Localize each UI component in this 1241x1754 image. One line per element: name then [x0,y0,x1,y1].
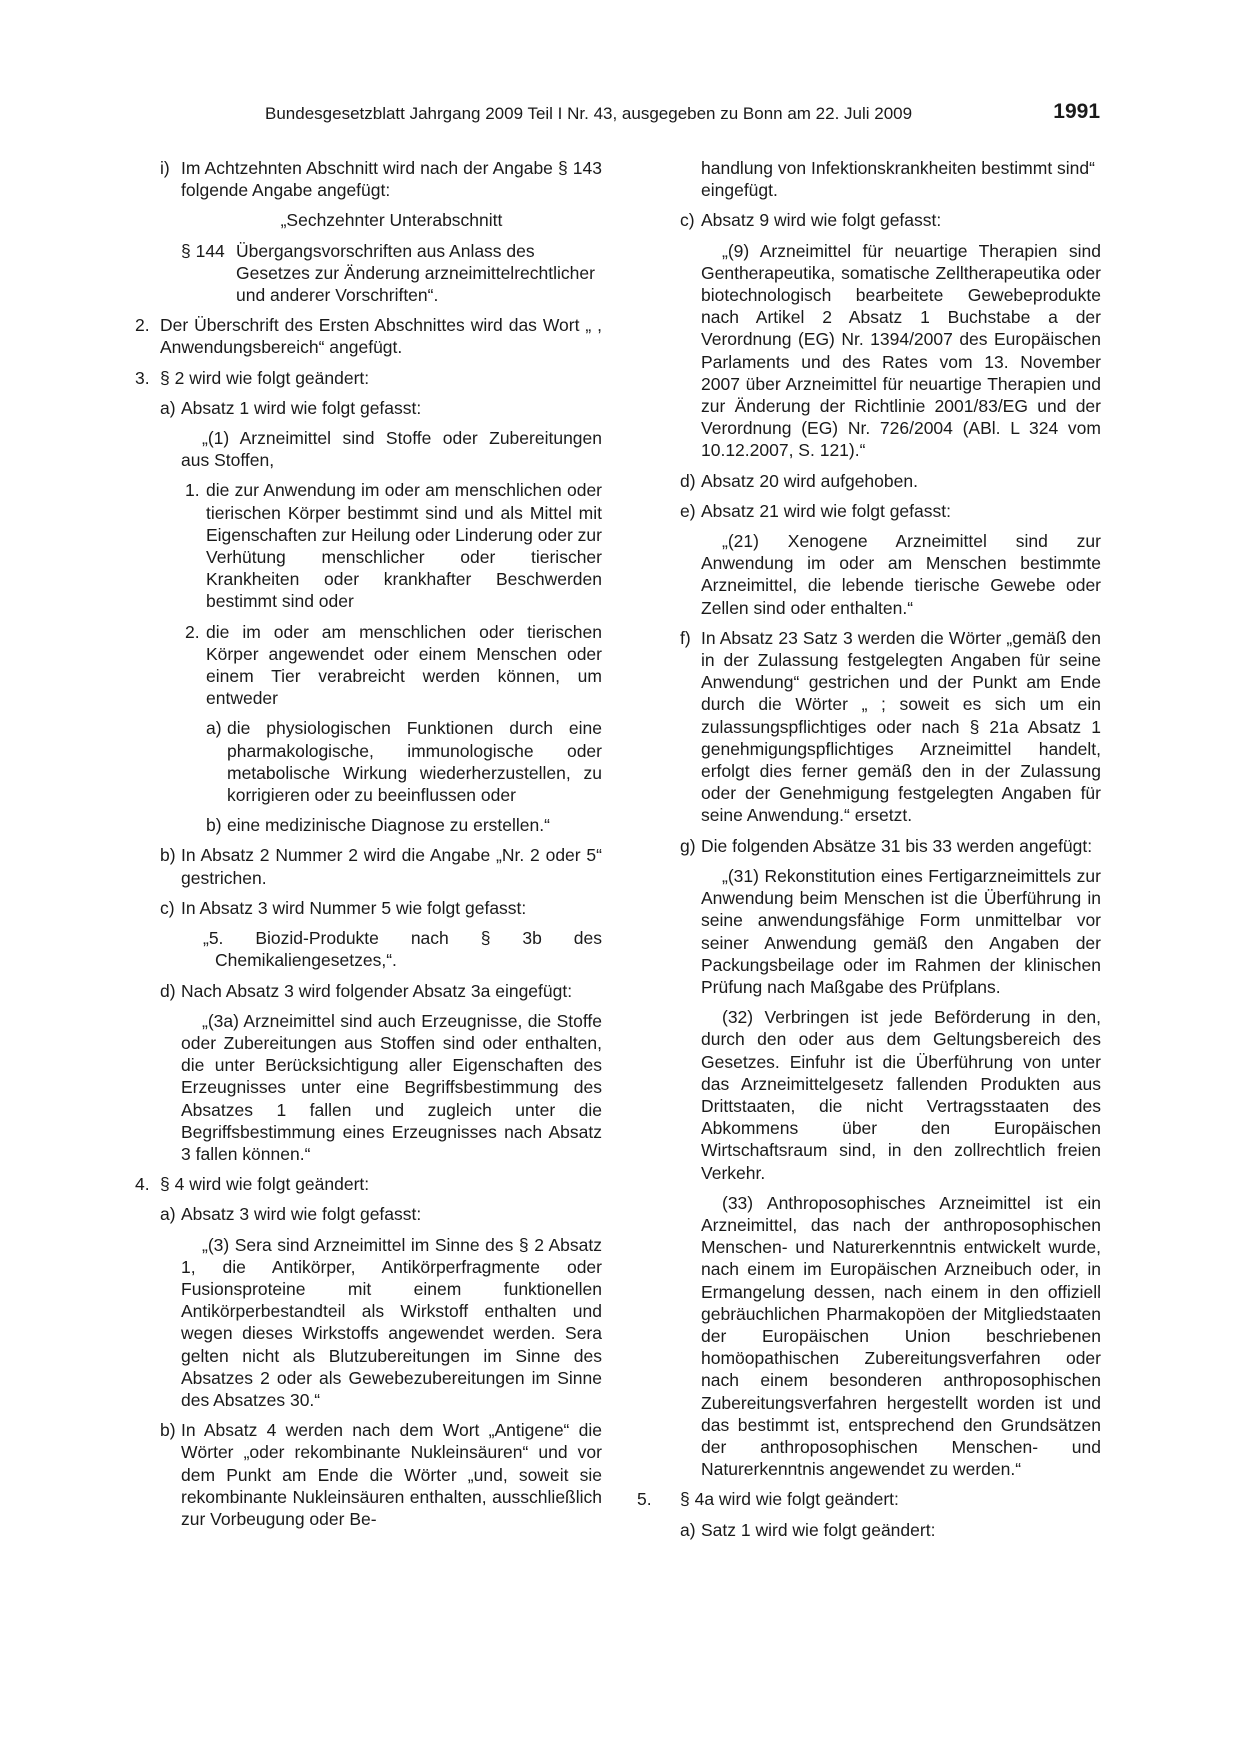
list-item [135,1419,602,1530]
item-marker: f) [680,627,691,648]
item-text: In Absatz 3 wird Nummer 5 wie folgt gefasst: [181,897,527,918]
list-item [135,621,602,710]
item-text: die im oder am menschlichen oder tierischen Körper angewendet oder einem Menschen oder einem Tier verabreicht werden können, um entweder [206,621,602,709]
item-text: handlung von Infektionskrankheiten bestimmt sind“ eingefügt. [701,158,1095,201]
list-item [637,865,1101,998]
list-item [135,427,602,471]
item-marker: 3. [135,367,150,388]
item-marker: e) [680,500,696,521]
item-text: „Sechzehnter Unterabschnitt [280,210,503,231]
left-column [135,157,602,1538]
list-item [637,240,1101,462]
item-text: eine medizinische Diagnose zu erstellen.“ [227,815,550,836]
item-text: Satz 1 wird wie folgt geändert: [701,1519,936,1540]
item-marker: d) [160,980,176,1001]
item-text: § 4 wird wie folgt geändert: [160,1174,370,1195]
item-text: (32) Verbringen ist jede Beförderung in den, durch den oder aus dem Geltungsbereich des Gesetzes. Einfuhr ist die Überführung von unter das Arzneimittelgesetz fallenden Produkten aus Drittstaaten, die nicht Vertragsstaaten des Abkommens über den Europäischen Wirtschaftsraum sind, in den zollrechtlich freien Verkehr. [701,1007,1101,1183]
item-text: „(31) Rekonstitution eines Fertigarzneimittels zur Anwendung beim Menschen ist die Überführung in seine anwendungsfähige Form unmittelbar vor seiner Anwendung gemäß den Angaben der Packungsbeilage oder im Rahmen der klinischen Prüfung nach Maßgabe des Prüfplans. [701,865,1101,997]
list-item [637,627,1101,827]
list-item [135,814,602,836]
list-item [637,1488,1101,1510]
item-marker: c) [160,897,175,918]
item-text: In Absatz 4 werden nach dem Wort „Antigene“ die Wörter „oder rekombinante Nukleinsäuren“ und vor dem Punkt am Ende die Wörter „und, soweit sie rekombinante Nukleinsäuren enthalten, ausschließlich zur Vorbeugung oder Be- [181,1420,602,1529]
list-item [637,835,1101,857]
list-item [637,1006,1101,1184]
right-column [637,157,1101,1549]
item-marker: b) [206,815,222,836]
page-header [265,100,1100,130]
item-marker: a) [680,1519,696,1540]
item-text: „(21) Xenogene Arzneimittel sind zur Anwendung im oder am Menschen bestimmte Arzneimittel, die lebende tierische Gewebe oder Zellen sind oder enthalten.“ [701,531,1101,618]
list-item [637,470,1101,492]
list-item [135,897,602,919]
item-marker: a) [160,397,176,418]
item-text: Nach Absatz 3 wird folgender Absatz 3a eingefügt: [181,980,573,1001]
item-marker: c) [680,210,695,231]
item-text: „5. Biozid-Produkte nach § 3b des Chemikaliengesetzes,“. [203,928,602,971]
item-marker: § 144 [181,240,225,261]
item-marker: i) [160,158,170,178]
item-text: Absatz 21 wird wie folgt gefasst: [701,500,951,521]
item-text: § 2 wird wie folgt geändert: [160,367,370,388]
item-text: Absatz 9 wird wie folgt gefasst: [701,210,942,231]
item-marker: 1. [185,480,200,501]
list-item [637,1519,1101,1541]
item-text: Im Achtzehnten Abschnitt wird nach der Angabe § 143 folgende Angabe angefügt: [181,158,602,201]
item-text: In Absatz 23 Satz 3 werden die Wörter „gemäß den in der Zulassung festgelegten Angaben für seine Anwendung“ gestrichen und der Punkt am Ende durch die Wörter „ ; soweit es sich um ein zulassungspflichtiges oder nach § 21a Absatz 1 genehmigungspflichtiges Arzneimittel handelt, erfolgt dies ferner gemäß den in der Zulassung oder der Genehmigung festgelegten Angaben für seine Anwendung.“ ersetzt. [701,627,1101,826]
item-marker: b) [160,1420,176,1441]
list-item [135,367,602,389]
item-marker: g) [680,835,696,856]
item-text: Die folgenden Absätze 31 bis 33 werden angefügt: [701,835,1093,856]
list-item [135,397,602,419]
item-text: § 4a wird wie folgt geändert: [680,1489,899,1510]
item-marker: 4. [135,1174,150,1195]
list-item [135,479,602,612]
list-item [135,1203,602,1225]
item-text: Absatz 20 wird aufgehoben. [701,470,918,491]
item-marker: d) [680,470,696,491]
item-text: „(3a) Arzneimittel sind auch Erzeugnisse, die Stoffe oder Zubereitungen aus Stoffen sind oder enthalten, die unter Berücksichtigung aller Eigenschaften des Erzeugnisses unter eine Begriffsbestimmung des Absatzes 1 fallen und zugleich unter die Begriffsbestimmung eines Erzeugnisses nach Absatz 3 fallen können.“ [181,1010,602,1164]
list-item [637,157,1101,201]
item-text: die physiologischen Funktionen durch eine pharmakologische, immunologische oder metabolische Wirkung wiederherzustellen, zu korrigieren oder zu beeinflussen oder [227,718,602,806]
item-marker: a) [206,718,222,739]
item-text: „(3) Sera sind Arzneimittel im Sinne des § 2 Absatz 1, die Antikörper, Antikörperfragmente oder Fusionsproteine mit einem funktionellen Antikörperbestandteil als Wirkstoff enthalten und wegen dieses Wirkstoffs angewendet werden. Sera gelten nicht als Blutzubereitungen im Sinne des Absatzes 2 oder als Gewebezubereitungen im Sinne des Absatzes 30.“ [181,1234,602,1410]
list-item [135,980,602,1002]
list-item [135,157,602,201]
item-text: Absatz 1 wird wie folgt gefasst: [181,397,422,418]
item-marker: 2. [185,621,200,642]
list-item [135,1010,602,1165]
item-text: „(9) Arzneimittel für neuartige Therapien sind Gentherapeutika, somatische Zelltherapeutika oder biotechnologisch bearbeitete Gewebeprodukte nach Artikel 2 Absatz 1 Buchstabe a der Verordnung (EG) Nr. 1394/2007 des Europäischen Parlaments und des Rates vom 13. November 2007 über Arzneimittel für neuartige Therapien und zur Änderung der Richtlinie 2001/83/EG und der Verordnung (EG) Nr. 726/2004 (ABl. L 324 vom 10.12.2007, S. 121).“ [701,240,1101,461]
item-marker: 5. [637,1489,652,1510]
list-item [637,209,1101,231]
list-item [135,844,602,888]
item-text: Übergangsvorschriften aus Anlass des Gesetzes zur Änderung arzneimittelrechtlicher und anderer Vorschriften“. [236,240,595,306]
list-item [135,1234,602,1412]
list-item [637,500,1101,522]
item-text: Der Überschrift des Ersten Abschnittes wird das Wort „ , Anwendungsbereich“ angefügt. [160,315,602,358]
list-item [135,314,602,358]
page-number: 1991 [1053,100,1100,123]
item-text: Absatz 3 wird wie folgt gefasst: [181,1204,422,1225]
list-item [135,209,602,231]
item-text: „(1) Arzneimittel sind Stoffe oder Zubereitungen aus Stoffen, [181,428,602,471]
list-item [135,717,602,806]
list-item [637,530,1101,619]
item-marker: b) [160,845,176,866]
list-item [637,1192,1101,1481]
item-text: In Absatz 2 Nummer 2 wird die Angabe „Nr. 2 oder 5“ gestrichen. [181,845,602,888]
item-marker: a) [160,1204,176,1225]
header-title: Bundesgesetzblatt Jahrgang 2009 Teil I Nr. 43, ausgegeben zu Bonn am 22. Juli 2009 [265,104,913,123]
item-text: die zur Anwendung im oder am menschlichen oder tierischen Körper bestimmt sind und als Mittel mit Eigenschaften zur Heilung oder Linderung oder zur Verhütung menschlicher oder tierischer Krankheiten oder krankhafter Beschwerden bestimmt sind oder [206,480,602,612]
list-item [135,240,602,307]
item-marker: 2. [135,315,150,336]
item-text: (33) Anthroposophisches Arzneimittel ist ein Arzneimittel, das nach der anthroposophischen Menschen- und Naturerkenntnis entwickelt wurde, nach einem im Europäischen Arzneibuch oder, in Ermangelung dessen, nach einem in den offiziell gebräuchlichen Pharmakopöen der Mitgliedstaaten der Europäischen Union beschriebenen homöopathischen Zubereitungsverfahren oder nach einem besonderen anthroposophischen Zubereitungsverfahren hergestellt worden ist und das bestimmt ist, entsprechend den Grundsätzen der anthroposophischen Menschen- und Naturerkenntnis angewendet zu werden.“ [701,1192,1101,1480]
list-item [135,1173,602,1195]
list-item [135,927,602,971]
